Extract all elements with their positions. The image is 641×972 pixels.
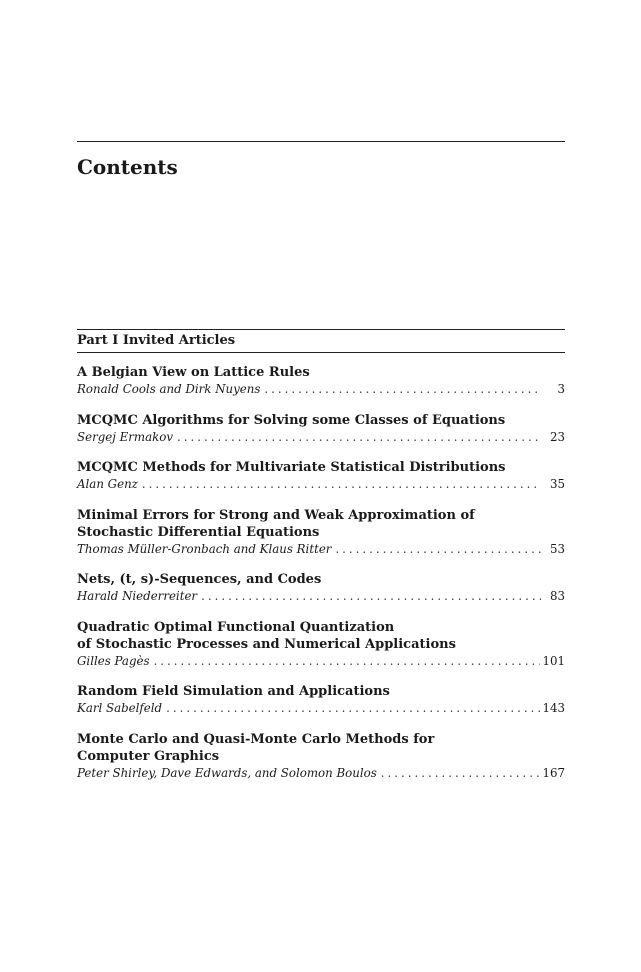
entry-title[interactable]: A Belgian View on Lattice Rules <box>77 365 310 380</box>
entry-page-number[interactable]: 53 <box>549 541 565 556</box>
entry-page-number[interactable]: 167 <box>542 765 565 780</box>
toc-entry[interactable] <box>77 412 565 446</box>
entry-page-number[interactable]: 23 <box>549 429 565 444</box>
entry-authors: Karl Sabelfeld <box>77 701 163 715</box>
entry-title[interactable]: MCQMC Methods for Multivariate Statistical Distributions <box>77 460 506 475</box>
toc-entry[interactable] <box>77 619 565 670</box>
entry-line <box>77 700 565 717</box>
top-rule <box>77 141 565 142</box>
entry-authors: Sergej Ermakov <box>77 429 174 444</box>
toc-entry[interactable] <box>77 683 565 717</box>
leader-dots <box>142 476 541 493</box>
entry-line <box>77 541 565 558</box>
leader-dots <box>264 381 541 398</box>
page-title: Contents <box>77 155 178 179</box>
entry-title[interactable]: Monte Carlo and Quasi-Monte Carlo Methods for Computer Graphics <box>77 731 435 764</box>
entry-title[interactable]: Minimal Errors for Strong and Weak Approximation of Stochastic Differential Equations <box>77 507 475 540</box>
entry-authors: Ronald Cools and Dirk Nuyens <box>77 382 261 396</box>
entry-line <box>77 429 565 446</box>
toc-list <box>77 364 565 795</box>
entry-authors: Harald Niederreiter <box>77 589 198 603</box>
entry-page-number[interactable]: 143 <box>542 701 565 715</box>
entry-page-number[interactable]: 35 <box>549 477 565 491</box>
leader-dots <box>166 700 540 717</box>
leader-dots <box>201 588 541 605</box>
leader-dots <box>335 541 541 558</box>
leader-dots <box>154 653 541 670</box>
entry-page-number[interactable]: 3 <box>557 382 565 396</box>
toc-entry[interactable] <box>77 507 565 558</box>
entry-line <box>77 381 565 398</box>
entry-title[interactable]: Nets, (t, s)-Sequences, and Codes <box>77 572 322 587</box>
entry-title[interactable]: Quadratic Optimal Functional Quantization of Stochastic Processes and Numerical Applications <box>77 619 456 652</box>
toc-entry[interactable] <box>77 731 565 782</box>
entry-page-number[interactable]: 83 <box>549 589 565 603</box>
toc-entry[interactable] <box>77 459 565 493</box>
entry-line <box>77 588 565 605</box>
entry-title[interactable]: MCQMC Algorithms for Solving some Classes of Equations <box>77 412 506 428</box>
part-title: Part I Invited Articles <box>77 333 236 348</box>
entry-page-number[interactable]: 101 <box>542 653 565 668</box>
toc-entry[interactable] <box>77 571 565 605</box>
entry-title[interactable]: Random Field Simulation and Applications <box>77 684 390 699</box>
entry-authors: Gilles Pagès <box>77 653 150 668</box>
entry-authors: Alan Genz <box>77 477 138 491</box>
toc-entry[interactable] <box>77 364 565 398</box>
entry-authors: Peter Shirley, Dave Edwards, and Solomon Boulos <box>77 765 377 780</box>
leader-dots <box>177 429 541 446</box>
entry-line <box>77 653 565 670</box>
entry-line <box>77 476 565 493</box>
part-header <box>77 329 565 353</box>
leader-dots <box>381 765 541 782</box>
entry-line <box>77 765 565 782</box>
entry-authors: Thomas Müller-Gronbach and Klaus Ritter <box>77 541 332 556</box>
